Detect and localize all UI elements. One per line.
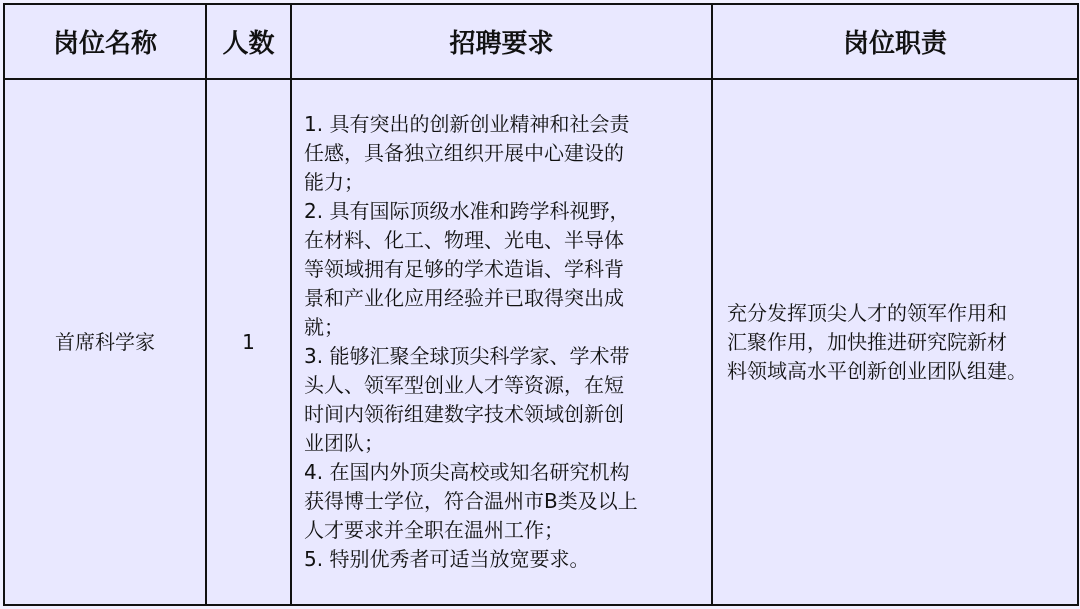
requirement-line: 2. 具有国际顶级水准和跨学科视野， <box>304 199 630 223</box>
header-duties: 岗位职责 <box>712 4 1078 79</box>
cell-duties <box>712 79 1078 605</box>
requirement-line: 业团队； <box>304 431 384 455</box>
cell-requirements <box>291 79 712 605</box>
requirement-line: 时间内领衔组建数字技术领域创新创 <box>304 402 624 426</box>
header-row <box>4 4 1078 79</box>
requirement-line: 获得博士学位，符合温州市B类及以上 <box>304 489 638 513</box>
duty-line: 汇聚作用，加快推进研究院新材 <box>727 329 1007 354</box>
requirement-line: 就； <box>304 315 344 339</box>
requirement-line: 头人、领军型创业人才等资源，在短 <box>304 373 624 397</box>
job-posting-table <box>3 3 1079 606</box>
cell-headcount: 1 <box>206 79 291 605</box>
header-position-name: 岗位名称 <box>4 4 206 79</box>
table-row <box>4 79 1078 605</box>
requirement-line: 人才要求并全职在温州工作； <box>304 518 564 542</box>
duty-line: 充分发挥顶尖人才的领军作用和 <box>727 300 1007 325</box>
requirement-line: 3. 能够汇聚全球顶尖科学家、学术带 <box>304 344 630 368</box>
duty-line: 料领域高水平创新创业团队组建。 <box>727 358 1027 383</box>
requirement-line: 等领域拥有足够的学术造诣、学科背 <box>304 257 624 281</box>
requirement-line: 能力； <box>304 170 364 194</box>
requirement-line: 在材料、化工、物理、光电、半导体 <box>304 228 624 252</box>
requirement-line: 4. 在国内外顶尖高校或知名研究机构 <box>304 460 630 484</box>
requirement-line: 任感，具备独立组织开展中心建设的 <box>304 141 624 165</box>
cell-position-name: 首席科学家 <box>4 79 206 605</box>
header-headcount: 人数 <box>206 4 291 79</box>
job-posting-table-container <box>3 3 1077 606</box>
header-requirements: 招聘要求 <box>291 4 712 79</box>
requirement-line: 1. 具有突出的创新创业精神和社会责 <box>304 112 630 136</box>
requirement-line: 5. 特别优秀者可适当放宽要求。 <box>304 547 590 571</box>
requirement-line: 景和产业化应用经验并已取得突出成 <box>304 286 624 310</box>
